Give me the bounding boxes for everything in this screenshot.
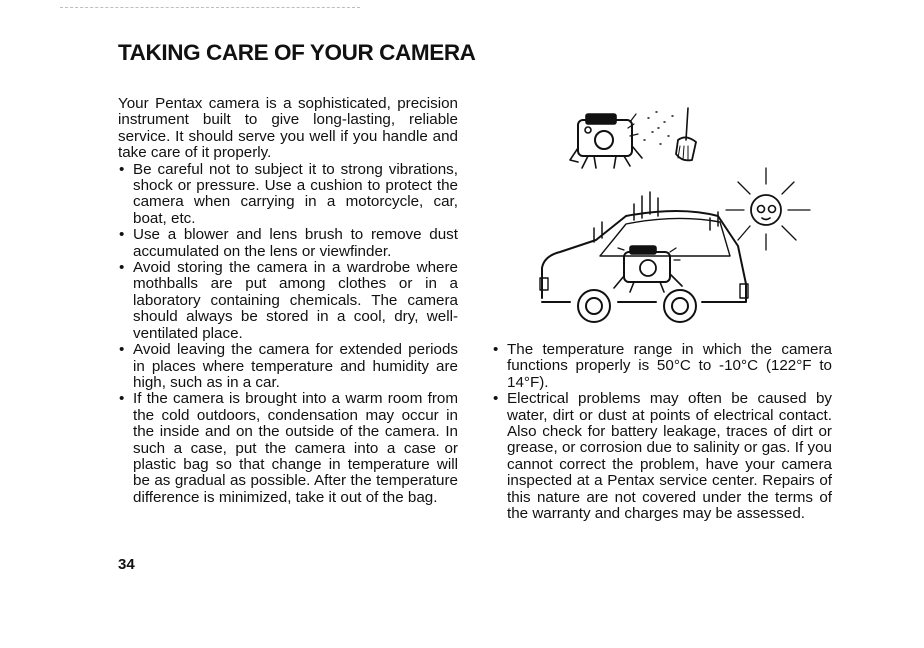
list-item [118, 260, 458, 342]
bullet-dot: • [493, 390, 499, 408]
list-item [492, 391, 832, 522]
bullet-dot: • [119, 259, 125, 277]
bullet-dot: • [493, 341, 499, 358]
list-item-text: Use a blower and lens brush to remove dust accumulated on the lens or viewfinder. [133, 226, 458, 260]
overheated-camera-icon [614, 246, 682, 292]
car-icon [540, 211, 748, 322]
dust-specks [644, 112, 673, 144]
left-column [118, 96, 458, 506]
bullet-dot: • [119, 160, 125, 178]
camera-care-illustration [530, 88, 830, 334]
page-title: TAKING CARE OF YOUR CAMERA [118, 40, 476, 65]
care-tips-list [118, 162, 458, 507]
list-item-text: The temperature range in which the camera functions properly is 50°C to -10°C (122°F to 14°F). [507, 341, 832, 391]
list-item-text: Avoid storing the camera in a wardrobe where mothballs are put among clothes or in a laboratory containing chemicals. The camera should always be stored in a cool, dry, well-ventilated place. [133, 259, 458, 342]
heat-lines [594, 192, 718, 242]
list-item [118, 342, 458, 391]
bullet-dot: • [119, 341, 125, 359]
list-item-text: If the camera is brought into a warm room from the cold outdoors, condensation may occur in the inside and on the outside of the camera. In such a case, put the camera into a case or plastic bag so that change in temperature will be as gradual as possible. After the temperature difference is minimized, take it out of the bag. [133, 390, 458, 506]
lens-brush-icon [676, 108, 696, 160]
list-item [118, 162, 458, 228]
bullet-dot: • [119, 390, 125, 408]
right-column [492, 342, 832, 522]
intro-paragraph: Your Pentax camera is a sophisticated, precision instrument built to give long-lasting, reliable service. It should serve you well if you handle and take care of it properly. [118, 95, 458, 162]
bullet-dot: • [119, 226, 125, 244]
brushed-camera-icon [570, 114, 642, 168]
care-tips-list-continued [492, 342, 832, 522]
list-item [118, 391, 458, 506]
page-number: 34 [118, 556, 135, 573]
list-item-text: Avoid leaving the camera for extended periods in places where temperature and humidity are high, such as in a car. [133, 341, 458, 391]
list-item-text: Be careful not to subject it to strong vibrations, shock or pressure. Use a cushion to protect the camera when carrying in a motorcycle, car, boat, etc. [133, 160, 458, 227]
list-item [118, 227, 458, 260]
list-item [492, 342, 832, 391]
sun-icon [726, 168, 810, 250]
scan-edge-rule [60, 7, 360, 8]
list-item-text: Electrical problems may often be caused by water, dirt or dust at points of electrical contact. Also check for battery leakage, traces of dirt or grease, or corrosion due to salinity or gas. If you cannot correct the problem, have your camera inspected at a Pentax service center. Repairs of this nature are not covered under the terms of the warranty and charges may be assessed. [507, 390, 832, 523]
